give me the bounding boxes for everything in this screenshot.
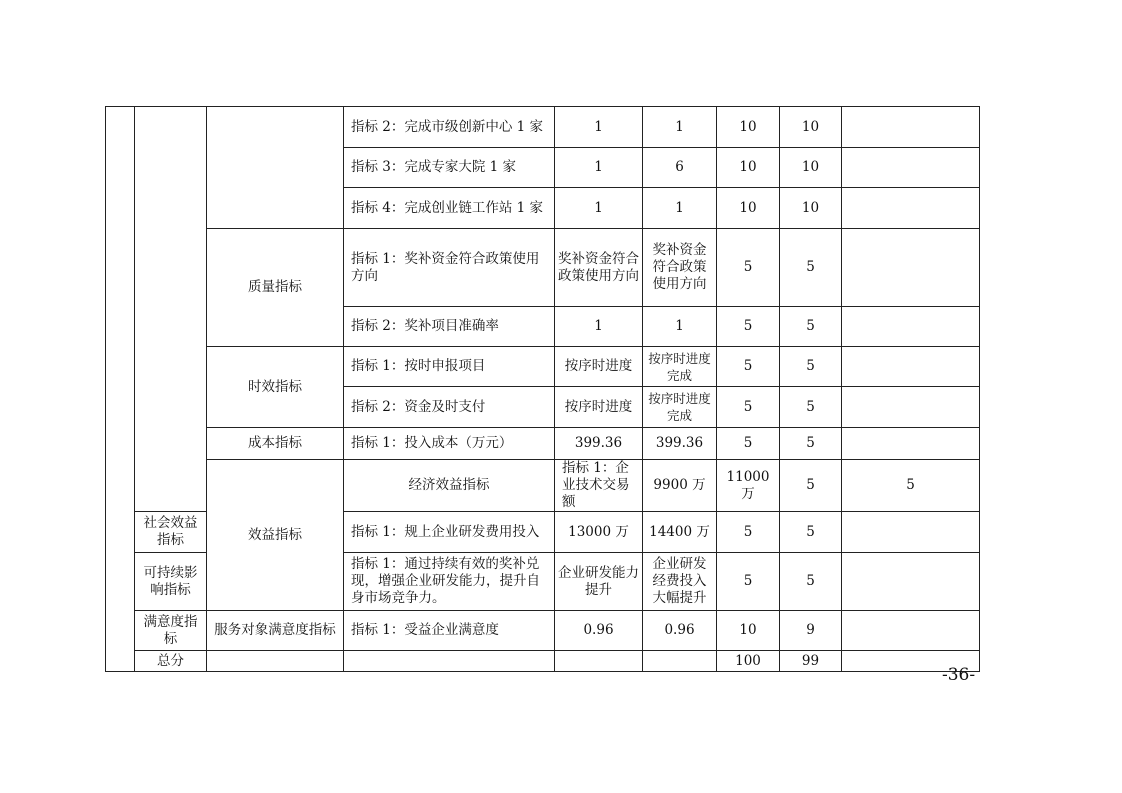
level2-quantity-cell (207, 107, 344, 229)
weight-cell: 5 (780, 460, 842, 512)
target-value-cell: 1 (555, 307, 643, 347)
remark-cell (842, 611, 980, 651)
weight-cell: 5 (717, 307, 780, 347)
score-cell: 10 (780, 107, 842, 148)
indicator-cell: 指标 1：企业技术交易额 (555, 460, 643, 512)
weight-cell: 5 (717, 387, 780, 428)
weight-cell: 5 (717, 347, 780, 387)
indicator-cell: 指标 1：规上企业研发费用投入 (344, 512, 555, 553)
sustainable-impact-label: 可持续影响指标 (135, 553, 207, 611)
table-row (106, 229, 980, 307)
actual-value-cell: 0.96 (643, 611, 717, 651)
table-row (106, 460, 980, 512)
score-cell: 5 (780, 428, 842, 460)
total-weight-cell: 100 (717, 651, 780, 672)
cost-indicator-label: 成本指标 (207, 428, 344, 460)
actual-value-cell: 1 (643, 307, 717, 347)
score-cell: 5 (780, 307, 842, 347)
remark-cell (842, 553, 980, 611)
performance-indicator-table (105, 106, 980, 672)
actual-value-cell: 11000 万 (717, 460, 780, 512)
remark-cell (842, 188, 980, 229)
remark-cell (842, 512, 980, 553)
remark-cell (842, 307, 980, 347)
table-row (106, 651, 980, 672)
weight-cell: 5 (717, 553, 780, 611)
target-value-cell: 1 (555, 188, 643, 229)
indicator-cell: 指标 2：奖补项目准确率 (344, 307, 555, 347)
actual-value-cell: 14400 万 (643, 512, 717, 553)
satisfaction-indicator-label: 满意度指标 (135, 611, 207, 651)
score-cell: 5 (780, 229, 842, 307)
target-value-cell: 1 (555, 107, 643, 148)
blank-cell (555, 651, 643, 672)
target-value-cell: 企业研发能力提升 (555, 553, 643, 611)
indicator-cell: 指标 3：完成专家大院 1 家 (344, 148, 555, 188)
table-row (106, 107, 980, 148)
total-score-cell: 99 (780, 651, 842, 672)
target-value-cell: 按序时进度 (555, 387, 643, 428)
score-cell: 5 (780, 347, 842, 387)
weight-cell: 5 (717, 229, 780, 307)
quality-indicator-label: 质量指标 (207, 229, 344, 347)
benefit-indicator-label: 效益指标 (207, 460, 344, 611)
score-cell: 9 (780, 611, 842, 651)
blank-cell (207, 651, 344, 672)
remark-cell (842, 148, 980, 188)
target-value-cell: 0.96 (555, 611, 643, 651)
blank-cell (344, 651, 555, 672)
score-cell: 5 (780, 387, 842, 428)
service-satisfaction-label: 服务对象满意度指标 (207, 611, 344, 651)
economic-benefit-label: 经济效益指标 (344, 460, 555, 512)
score-cell: 10 (780, 148, 842, 188)
indicator-cell: 指标 1：通过持续有效的奖补兑现，增强企业研发能力，提升自身市场竞争力。 (344, 553, 555, 611)
remark-cell (842, 229, 980, 307)
weight-cell: 10 (717, 611, 780, 651)
score-cell: 10 (780, 188, 842, 229)
remark-cell (842, 428, 980, 460)
target-value-cell: 奖补资金符合政策使用方向 (555, 229, 643, 307)
target-value-cell: 1 (555, 148, 643, 188)
indicator-cell: 指标 2：完成市级创新中心 1 家 (344, 107, 555, 148)
weight-cell: 10 (717, 148, 780, 188)
score-cell: 5 (842, 460, 980, 512)
indicator-cell: 指标 4：完成创业链工作站 1 家 (344, 188, 555, 229)
indicator-cell: 指标 1：投入成本（万元） (344, 428, 555, 460)
table-row (106, 347, 980, 387)
target-value-cell: 399.36 (555, 428, 643, 460)
actual-value-cell: 1 (643, 107, 717, 148)
actual-value-cell: 399.36 (643, 428, 717, 460)
blank-cell (643, 651, 717, 672)
target-value-cell: 9900 万 (643, 460, 717, 512)
target-value-cell: 13000 万 (555, 512, 643, 553)
score-cell: 5 (780, 553, 842, 611)
remark-cell (842, 387, 980, 428)
indicator-cell: 指标 1：按时申报项目 (344, 347, 555, 387)
actual-value-cell: 企业研发经费投入大幅提升 (643, 553, 717, 611)
social-benefit-label: 社会效益指标 (135, 512, 207, 553)
weight-cell: 10 (717, 107, 780, 148)
actual-value-cell: 6 (643, 148, 717, 188)
target-value-cell: 按序时进度 (555, 347, 643, 387)
actual-value-cell: 奖补资金符合政策使用方向 (643, 229, 717, 307)
table-row (106, 428, 980, 460)
indicator-cell: 指标 1：受益企业满意度 (344, 611, 555, 651)
weight-cell: 5 (717, 512, 780, 553)
timeliness-indicator-label: 时效指标 (207, 347, 344, 428)
actual-value-cell: 按序时进度完成 (643, 347, 717, 387)
weight-cell: 5 (717, 428, 780, 460)
total-label: 总分 (135, 651, 207, 672)
page-number: -36- (942, 665, 976, 685)
weight-cell: 10 (717, 188, 780, 229)
actual-value-cell: 按序时进度完成 (643, 387, 717, 428)
table-row (106, 611, 980, 651)
level1-blank-cell (106, 107, 135, 672)
level1-output-cell (135, 107, 207, 512)
indicator-cell: 指标 2：资金及时支付 (344, 387, 555, 428)
remark-cell (842, 107, 980, 148)
remark-cell (842, 347, 980, 387)
score-cell: 5 (780, 512, 842, 553)
actual-value-cell: 1 (643, 188, 717, 229)
indicator-cell: 指标 1：奖补资金符合政策使用方向 (344, 229, 555, 307)
